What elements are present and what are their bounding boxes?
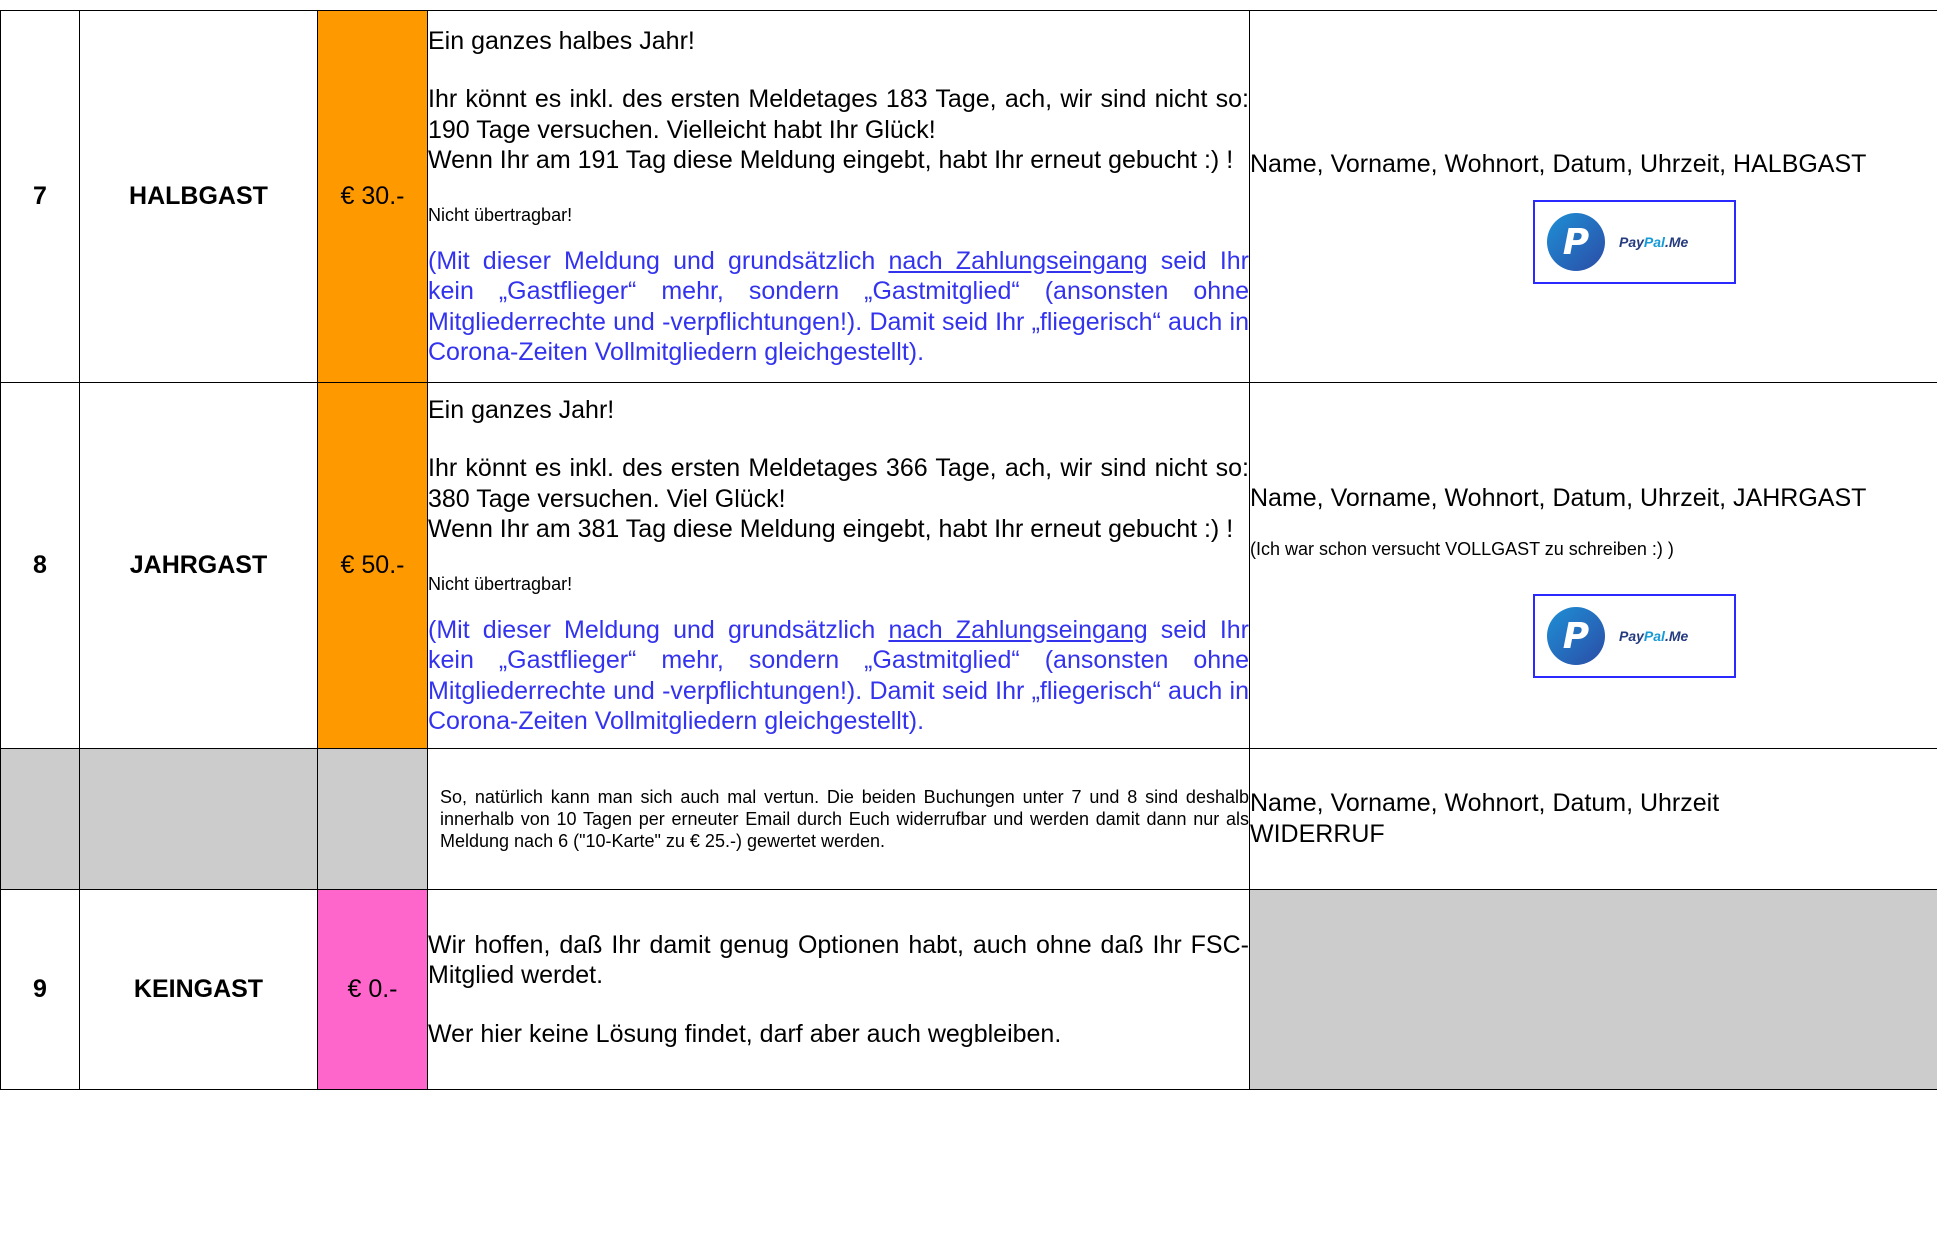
option-name: JAHRGAST <box>80 383 318 749</box>
not-transferable-note: Nicht übertragbar! <box>428 204 573 225</box>
membership-note <box>428 246 1249 368</box>
headline: Ein ganzes halbes Jahr! <box>428 26 695 55</box>
option-name: HALBGAST <box>80 11 318 383</box>
email-format-keyword: WIDERRUF <box>1250 820 1385 848</box>
row-number: 8 <box>1 383 80 749</box>
price-cell: € 50.- <box>318 383 428 749</box>
paypal-label: PayPal.Me <box>1619 627 1689 644</box>
table-row-jahrgast <box>1 383 1937 749</box>
empty-cell <box>1 749 80 890</box>
table-row-widerruf <box>1 749 1937 890</box>
note-text: (Mit dieser Meldung und grundsätzlich <box>428 246 889 275</box>
payment-link[interactable]: nach Zahlungseingang <box>888 615 1148 644</box>
instruction-cell <box>1250 749 1937 890</box>
description-cell: So, natürlich kann man sich auch mal vertun. Die beiden Buchungen unter 7 und 8 sind deshalb innerhalb von 10 Tagen per erneuter Email durch Euch widerrufbar und werden damit dann nur als Meldung nach 6 ("10-Karte" zu € 25.-) gewertet werden. <box>428 749 1250 890</box>
price-cell: € 30.- <box>318 11 428 383</box>
note-text: seid Ihr kein „Gastflieger“ mehr, sondern „Gastmitglied“ (ansonsten ohne Mitgliederrechte und -verpflichtungen!). Damit seid Ihr „fliegerisch“ auch in Corona-Zeiten Vollmitgliedern gleichgestellt). <box>428 615 1249 735</box>
paypal-icon: P <box>1547 213 1605 271</box>
membership-table <box>0 10 1937 1090</box>
paypal-label: PayPal.Me <box>1619 233 1689 250</box>
membership-note <box>428 615 1249 737</box>
table-row-keingast <box>1 890 1937 1090</box>
email-format: Name, Vorname, Wohnort, Datum, Uhrzeit, JAHRGAST <box>1250 484 1867 512</box>
paypal-button[interactable] <box>1533 594 1736 678</box>
note-text: (Mit dieser Meldung und grundsätzlich <box>428 615 889 644</box>
description-cell <box>428 890 1250 1090</box>
paragraph: Wenn Ihr am 381 Tag diese Meldung eingebt, habt Ihr erneut gebucht :) ! <box>428 515 1234 543</box>
empty-cell <box>318 749 428 890</box>
row-number: 9 <box>1 890 80 1090</box>
paragraph: Ihr könnt es inkl. des ersten Meldetages 183 Tage, ach, wir sind nicht so: 190 Tage versuchen. Vielleicht habt Ihr Glück! <box>428 85 1249 144</box>
instruction-cell <box>1250 383 1937 749</box>
option-name: KEINGAST <box>80 890 318 1090</box>
payment-link[interactable]: nach Zahlungseingang <box>888 246 1148 275</box>
email-format-line: Name, Vorname, Wohnort, Datum, Uhrzeit <box>1250 789 1720 817</box>
joke-note: (Ich war schon versucht VOLLGAST zu schreiben :) ) <box>1250 539 1674 559</box>
not-transferable-note: Nicht übertragbar! <box>428 573 573 594</box>
paypal-button[interactable] <box>1533 200 1736 284</box>
table-row-halbgast <box>1 11 1937 383</box>
note-text: seid Ihr kein „Gastflieger“ mehr, sondern „Gastmitglied“ (ansonsten ohne Mitgliederrechte und -verpflichtungen!). Damit seid Ihr „fliegerisch“ auch in Corona-Zeiten Vollmitgliedern gleichgestellt). <box>428 246 1249 366</box>
paragraph: Ihr könnt es inkl. des ersten Meldetages 366 Tage, ach, wir sind nicht so: 380 Tage versuchen. Viel Glück! <box>428 454 1249 513</box>
row-number: 7 <box>1 11 80 383</box>
instruction-cell <box>1250 11 1937 383</box>
headline: Ein ganzes Jahr! <box>428 395 615 424</box>
empty-cell <box>1250 890 1937 1090</box>
description-cell <box>428 11 1250 383</box>
paragraph: Wenn Ihr am 191 Tag diese Meldung eingebt, habt Ihr erneut gebucht :) ! <box>428 146 1234 174</box>
paypal-icon: P <box>1547 607 1605 665</box>
paragraph: Wir hoffen, daß Ihr damit genug Optionen habt, auch ohne daß Ihr FSC-Mitglied werdet. <box>428 930 1249 990</box>
paragraph: Wer hier keine Lösung findet, darf aber auch wegbleiben. <box>428 1019 1062 1048</box>
empty-cell <box>80 749 318 890</box>
description-cell <box>428 383 1250 749</box>
price-cell: € 0.- <box>318 890 428 1090</box>
email-format: Name, Vorname, Wohnort, Datum, Uhrzeit, HALBGAST <box>1250 150 1867 178</box>
